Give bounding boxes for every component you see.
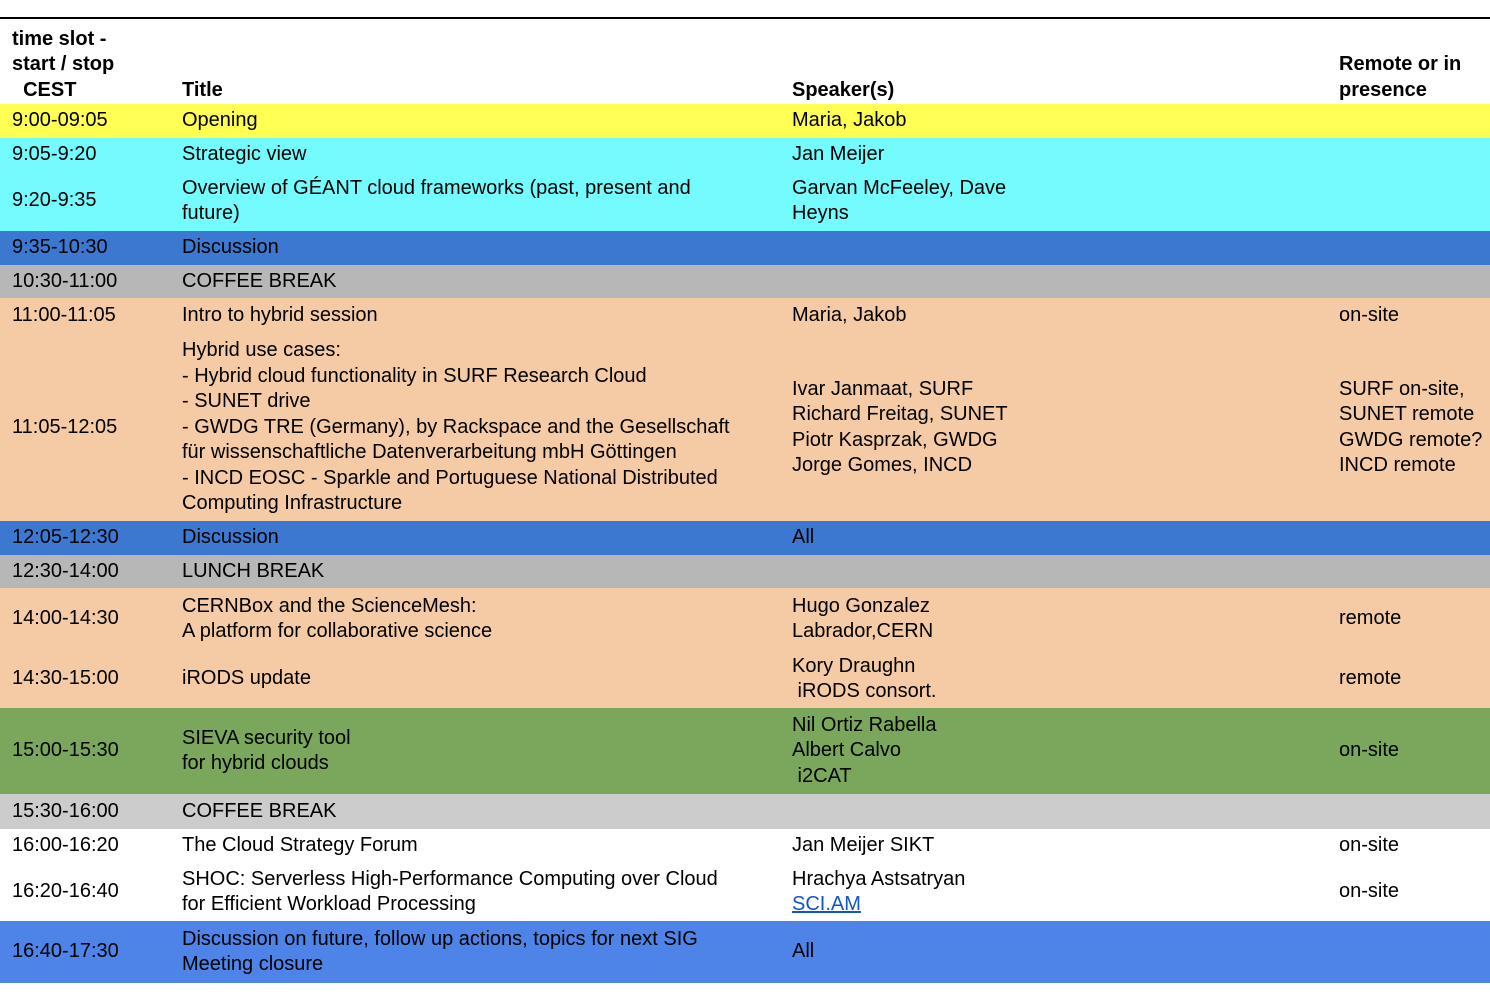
- title-cell: Overview of GÉANT cloud frameworks (past, present and future): [182, 176, 691, 224]
- speaker-cell: All: [792, 526, 815, 549]
- remote-cell: SURF on-site, SUNET remote GWDG remote? INCD remote: [1339, 377, 1483, 476]
- time-cell: 11:05-12:05: [12, 415, 118, 438]
- speaker-cell: [780, 794, 1327, 829]
- time-cell: 11:00-11:05: [12, 304, 116, 327]
- speaker-cell: [780, 231, 1327, 265]
- time-cell: 9:00-09:05: [12, 109, 108, 132]
- speaker-cell: Jan Meijer SIKT: [792, 834, 935, 857]
- speaker-cell: Garvan McFeeley, Dave Heyns: [792, 176, 1007, 224]
- agenda-table: [0, 19, 1490, 983]
- remote-cell: on-site: [1339, 880, 1400, 903]
- header-title: Title: [182, 78, 223, 101]
- remote-cell: [1327, 265, 1490, 298]
- table-row: [0, 138, 1490, 171]
- table-row: [0, 829, 1490, 863]
- speaker-cell: Hugo Gonzalez Labrador,CERN: [792, 594, 934, 642]
- header-speaker: Speaker(s): [792, 78, 895, 101]
- title-cell: SHOC: Serverless High-Performance Computing over Cloud for Efficient Workload Processing: [182, 867, 718, 915]
- title-cell: The Cloud Strategy Forum: [182, 834, 418, 857]
- table-row: [0, 104, 1490, 138]
- time-cell: 10:30-11:00: [12, 269, 118, 292]
- remote-cell: [1327, 138, 1490, 171]
- speaker-cell: Jan Meijer: [792, 142, 885, 165]
- table-row: [0, 334, 1490, 521]
- title-cell: COFFEE BREAK: [182, 799, 337, 822]
- speaker-cell: [780, 265, 1327, 298]
- time-cell: 9:05-9:20: [12, 142, 97, 165]
- title-cell: Discussion on future, follow up actions, topics for next SIG Meeting closure: [182, 927, 698, 975]
- title-cell: Opening: [182, 109, 258, 132]
- table-row: [0, 650, 1490, 708]
- time-cell: 16:20-16:40: [12, 880, 119, 903]
- title-cell: Discussion: [182, 526, 279, 549]
- time-cell: 9:35-10:30: [12, 236, 108, 259]
- title-cell: SIEVA security tool for hybrid clouds: [182, 726, 351, 774]
- time-cell: 9:20-9:35: [12, 189, 97, 212]
- speaker-cell: Nil Ortiz Rabella Albert Calvo i2CAT: [792, 713, 937, 787]
- speaker-cell: [780, 555, 1327, 588]
- title-cell: Intro to hybrid session: [182, 304, 378, 327]
- title-cell: COFFEE BREAK: [182, 269, 337, 292]
- time-cell: 14:30-15:00: [12, 667, 119, 690]
- table-row: [0, 265, 1490, 298]
- remote-cell: [1327, 794, 1490, 829]
- title-cell: iRODS update: [182, 667, 311, 690]
- speaker-cell: Ivar Janmaat, SURF Richard Freitag, SUNET Piotr Kasprzak, GWDG Jorge Gomes, INCD: [792, 377, 1008, 476]
- time-cell: 14:00-14:30: [12, 607, 119, 630]
- speaker-cell: Kory Draughn iRODS consort.: [792, 654, 937, 702]
- remote-cell: [1327, 104, 1490, 138]
- time-cell: 15:30-16:00: [12, 799, 119, 822]
- remote-cell: remote: [1339, 607, 1402, 630]
- remote-cell: [1327, 171, 1490, 231]
- title-cell: Strategic view: [182, 142, 307, 165]
- table-row: [0, 555, 1490, 588]
- time-cell: 12:05-12:30: [12, 526, 119, 549]
- remote-cell: [1327, 555, 1490, 588]
- table-row: [0, 231, 1490, 265]
- table-row: [0, 794, 1490, 829]
- table-row: [0, 708, 1490, 794]
- remote-cell: on-site: [1339, 304, 1400, 327]
- time-cell: 12:30-14:00: [12, 559, 119, 582]
- title-cell: LUNCH BREAK: [182, 559, 325, 582]
- speaker-cell: All: [792, 940, 815, 963]
- speaker-cell: Maria, Jakob: [792, 109, 907, 132]
- title-cell: Discussion: [182, 236, 279, 259]
- remote-cell: on-site: [1339, 739, 1400, 762]
- speaker-cell: [780, 863, 1327, 921]
- speaker-name: Hrachya Astsatryan: [792, 867, 966, 890]
- table-row: [0, 588, 1490, 650]
- title-cell: CERNBox and the ScienceMesh: A platform for collaborative science: [182, 594, 493, 642]
- time-cell: 16:00-16:20: [12, 834, 119, 857]
- speaker-cell: Maria, Jakob: [792, 304, 907, 327]
- table-row: [0, 921, 1490, 983]
- remote-cell: [1327, 231, 1490, 265]
- time-cell: 16:40-17:30: [12, 940, 119, 963]
- remote-cell: on-site: [1339, 834, 1400, 857]
- remote-cell: [1327, 921, 1490, 983]
- remote-cell: remote: [1339, 667, 1402, 690]
- time-cell: 15:00-15:30: [12, 739, 119, 762]
- header-time: time slot - start / stop CEST: [12, 27, 115, 101]
- sci-am-link[interactable]: SCI.AM: [792, 893, 861, 915]
- table-row: [0, 298, 1490, 334]
- header-row: [0, 19, 1490, 104]
- table-row: [0, 521, 1490, 555]
- table-row: [0, 863, 1490, 921]
- table-row: [0, 171, 1490, 231]
- title-cell: Hybrid use cases: - Hybrid cloud functionality in SURF Research Cloud - SUNET drive - GWDG TRE (Germany), by Rackspace and the Gesellschaft für wissenschaftliche Datenverarbeitung mbH Göttingen - INCD EOSC - Sparkle and Portuguese National Distributed Computing Infrastructure: [182, 339, 730, 515]
- header-remote: Remote or in presence: [1339, 53, 1462, 101]
- remote-cell: [1327, 521, 1490, 555]
